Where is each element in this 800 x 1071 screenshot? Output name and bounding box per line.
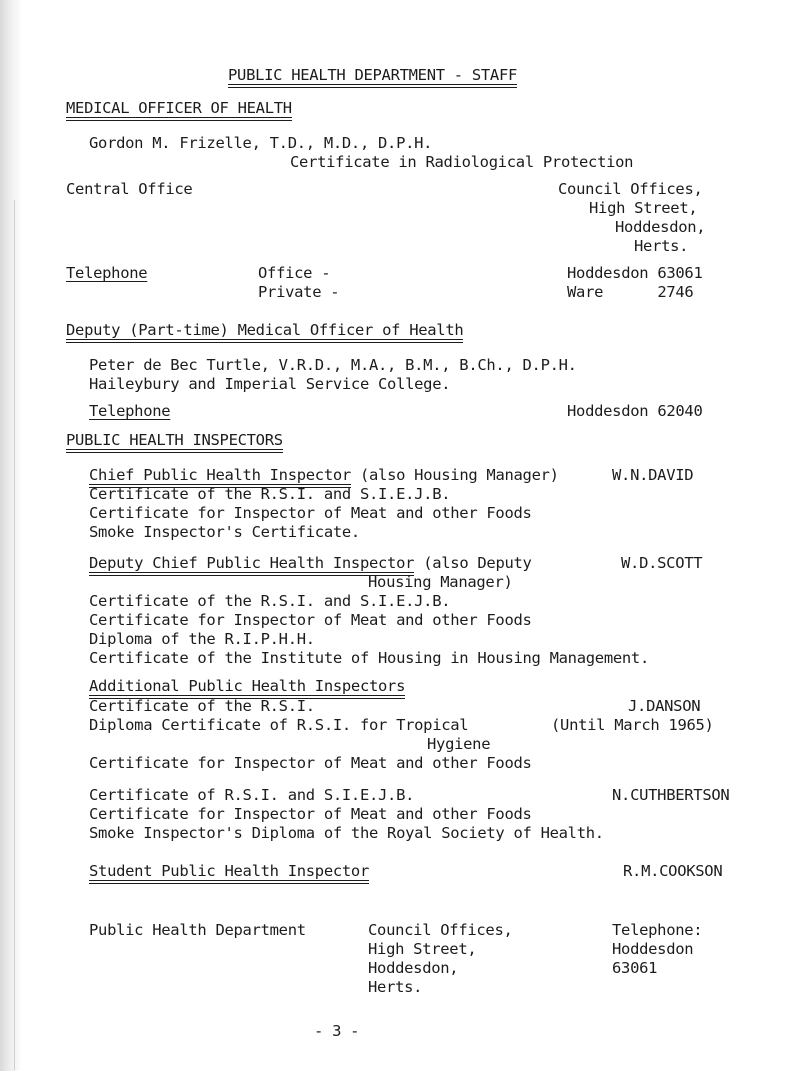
footer-telephone-line: Telephone: [612,921,703,939]
footer-department: Public Health Department [89,921,306,939]
danson-qualification: Certificate for Inspector of Meat and other Foods [89,754,532,772]
deputy-moh-name: Peter de Bec Turtle, V.R.D., M.A., B.M., B.Ch., D.P.H. [89,356,577,374]
deputy-chief-title-line [89,554,532,572]
deputy-chief-title-suffix: (also Deputy [414,554,532,572]
deputy-chief-qualification: Certificate of the Institute of Housing in Housing Management. [89,649,649,667]
chief-title: Chief Public Health Inspector [89,466,351,488]
address-line-2: High Street, [589,199,698,217]
private-phone-number: Ware 2746 [567,283,694,301]
telephone-label: Telephone [66,264,148,282]
office-phone-label: Office - [258,264,331,282]
student-title: Student Public Health Inspector [89,862,369,884]
deputy-chief-title: Deputy Chief Public Health Inspector [89,554,414,576]
chief-title-line [89,466,559,484]
chief-qualification: Certificate for Inspector of Meat and other Foods [89,504,532,522]
deputy-chief-name: W.D.SCOTT [621,554,703,572]
danson-qualification-cont: Hygiene [427,735,491,753]
scan-line [14,200,15,1070]
chief-name: W.N.DAVID [612,466,694,484]
office-phone-number: Hoddesdon 63061 [567,264,703,282]
address-line-4: Herts. [634,237,689,255]
cuthbertson-qualification: Certificate of R.S.I. and S.I.E.J.B. [89,786,415,804]
footer-address-line: Herts. [368,978,423,996]
cuthbertson-qualification: Certificate for Inspector of Meat and other Foods [89,805,532,823]
deputy-telephone-number: Hoddesdon 62040 [567,402,703,420]
chief-qualification: Smoke Inspector's Certificate. [89,523,360,541]
footer-telephone-line: Hoddesdon [612,940,694,958]
deputy-moh-college: Haileybury and Imperial Service College. [89,375,451,393]
cuthbertson-qualification: Smoke Inspector's Diploma of the Royal Society of Health. [89,824,604,842]
moh-heading: MEDICAL OFFICER OF HEALTH [66,99,292,121]
chief-title-suffix: (also Housing Manager) [350,466,559,484]
danson-name: J.DANSON [628,697,701,715]
moh-name: Gordon M. Frizelle, T.D., M.D., D.P.H. [89,134,433,152]
inspectors-heading: PUBLIC HEALTH INSPECTORS [66,431,283,453]
deputy-moh-heading: Deputy (Part-time) Medical Officer of Health [66,321,463,343]
moh-certificate: Certificate in Radiological Protection [290,153,634,171]
deputy-chief-title-line2: Housing Manager) [368,573,513,591]
danson-qualification: Certificate of the R.S.I. [89,697,315,715]
cuthbertson-name: N.CUTHBERTSON [612,786,730,804]
deputy-chief-qualification: Certificate for Inspector of Meat and other Foods [89,611,532,629]
footer-address-line: Council Offices, [368,921,513,939]
address-line-3: Hoddesdon, [615,218,706,236]
address-line-1: Council Offices, [558,180,703,198]
page-title: PUBLIC HEALTH DEPARTMENT - STAFF [228,66,517,88]
footer-address-line: High Street, [368,940,477,958]
page-number: - 3 - [314,1022,360,1040]
chief-qualification: Certificate of the R.S.I. and S.I.E.J.B. [89,485,451,503]
footer-telephone-line: 63061 [612,959,658,977]
additional-inspectors-heading: Additional Public Health Inspectors [89,677,405,699]
private-phone-label: Private - [258,283,340,301]
scan-edge-shadow [0,0,22,1071]
deputy-chief-qualification: Certificate of the R.S.I. and S.I.E.J.B. [89,592,451,610]
footer-address-line: Hoddesdon, [368,959,459,977]
danson-note: (Until March 1965) [551,716,714,734]
central-office-label: Central Office [66,180,193,198]
danson-qualification: Diploma Certificate of R.S.I. for Tropical [89,716,469,734]
deputy-telephone-label: Telephone [89,402,171,420]
student-name: R.M.COOKSON [623,862,723,880]
deputy-chief-qualification: Diploma of the R.I.P.H.H. [89,630,315,648]
